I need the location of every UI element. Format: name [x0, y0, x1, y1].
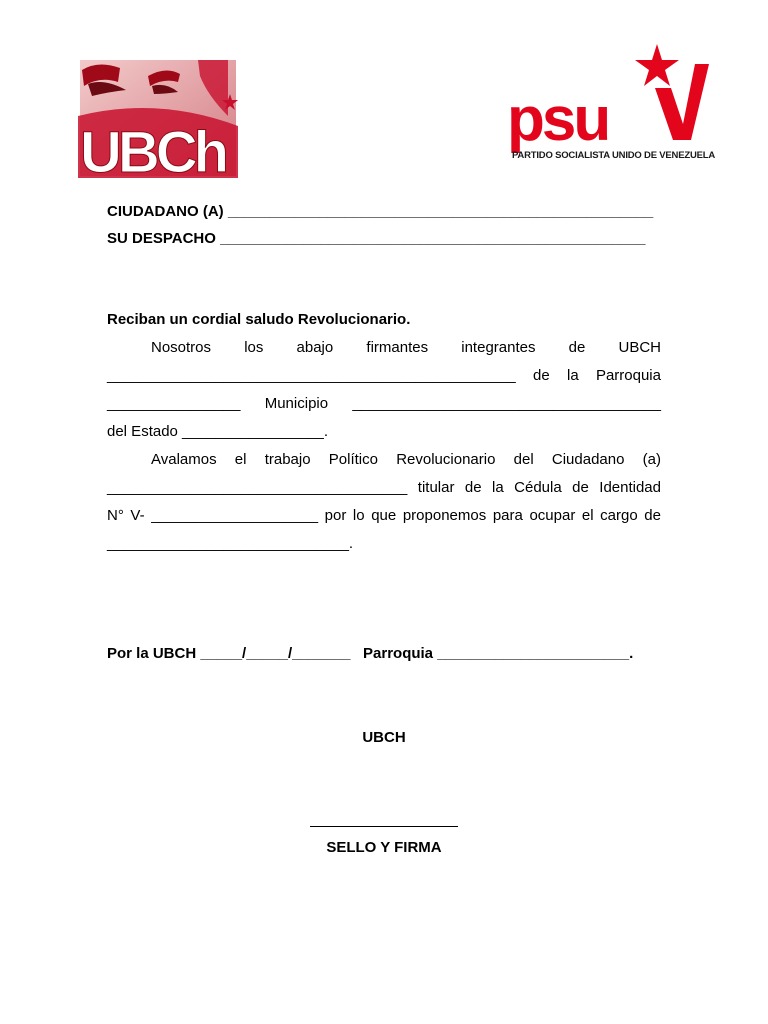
por-la-ubch-line: Por la UBCH _____/_____/_______ Parroquia _______________________.	[107, 645, 634, 662]
ubch-label: UBCH	[362, 729, 406, 746]
paragraph-line: N° V- ____________________ por lo que proponemos para ocupar el cargo de	[107, 507, 661, 524]
paragraph-line: _________________________________________________ de la Parroquia	[107, 367, 661, 384]
paragraph-line: del Estado _________________.	[107, 423, 329, 440]
svg-text:psu: psu	[507, 85, 609, 154]
paragraph-line: ________________ Municipio _____________________________________	[107, 395, 661, 412]
paragraph-line: ____________________________________ titular de la Cédula de Identidad	[107, 479, 661, 496]
despacho-line: SU DESPACHO ___________________________________________________	[107, 230, 646, 247]
greeting: Reciban un cordial saludo Revolucionario.	[107, 311, 411, 328]
sello-firma-label: SELLO Y FIRMA	[326, 839, 442, 856]
signature-line	[310, 826, 458, 827]
ubch-logo-icon	[78, 56, 238, 178]
paragraph-line: Avalamos el trabajo Político Revolucionario del Ciudadano (a)	[151, 451, 661, 468]
ciudadano-line: CIUDADANO (A) ___________________________________________________	[107, 203, 654, 220]
psuv-subtitle: PARTIDO SOCIALISTA UNIDO DE VENEZUELA	[512, 150, 716, 161]
svg-text:UBCh: UBCh	[80, 120, 226, 178]
paragraph-line: Nosotros los abajo firmantes integrantes de UBCH	[151, 339, 661, 356]
paragraph-line: _____________________________.	[107, 535, 354, 552]
